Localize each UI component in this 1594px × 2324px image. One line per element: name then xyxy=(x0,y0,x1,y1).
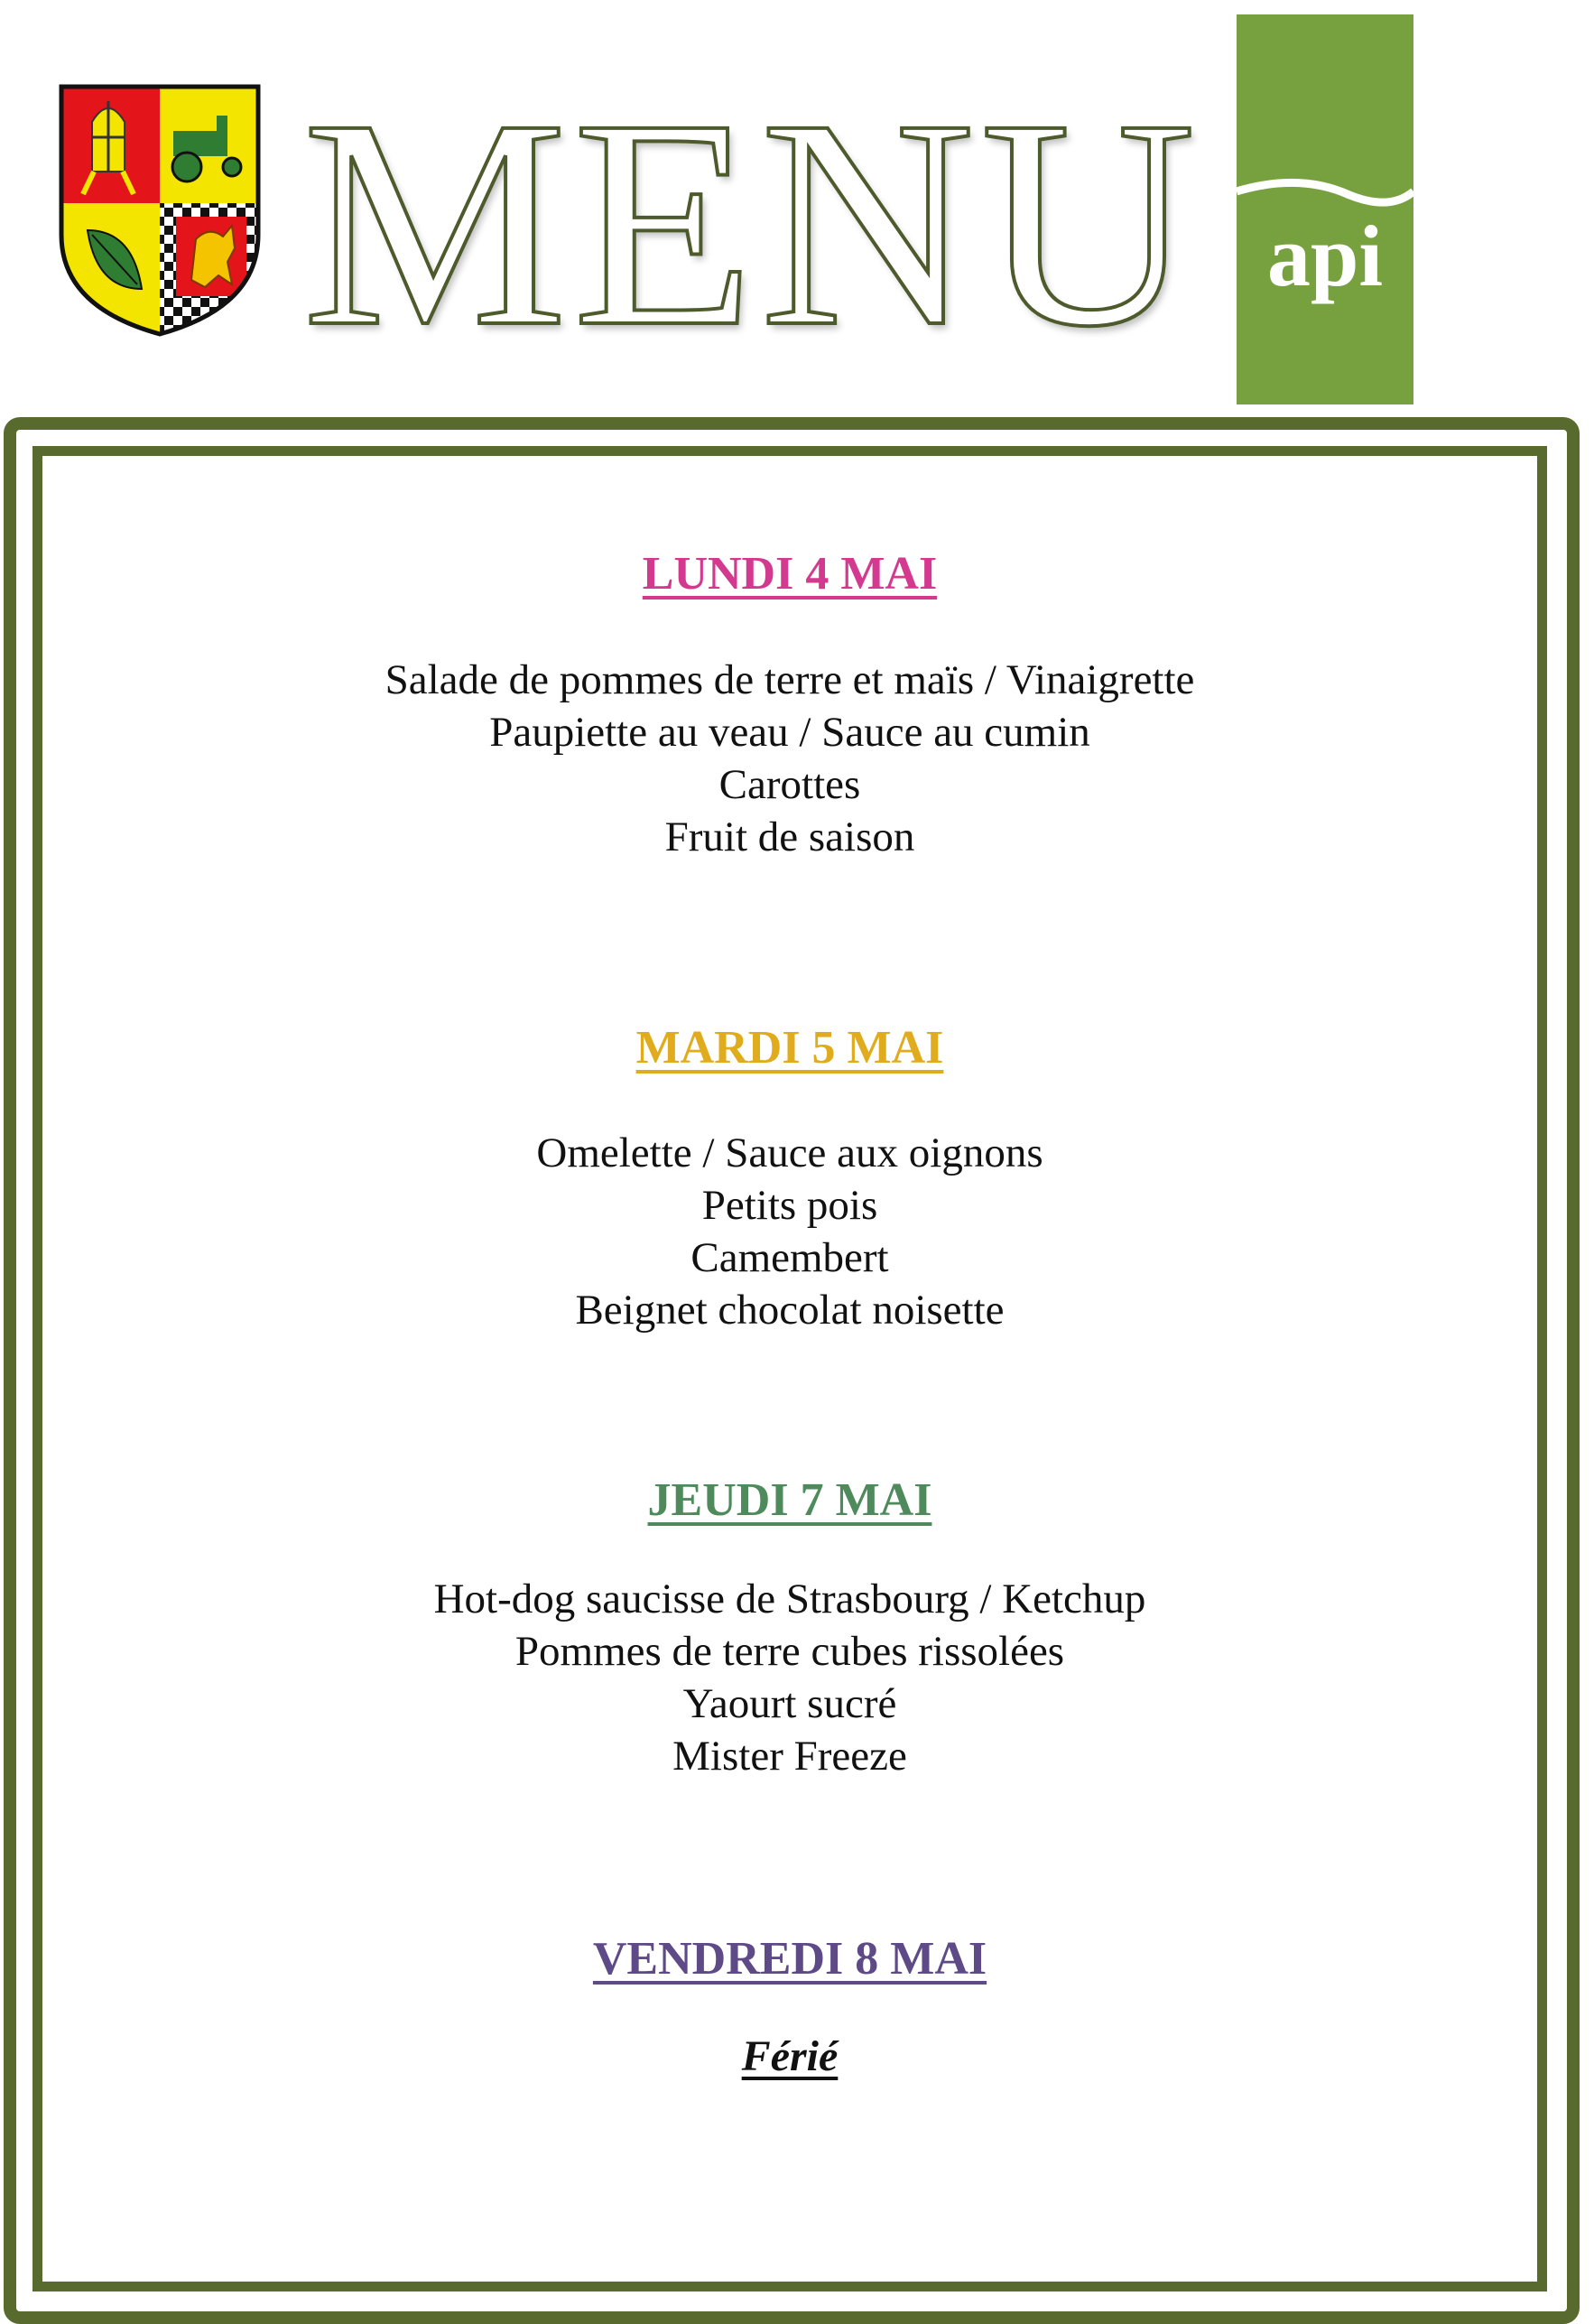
dish-item: Salade de pommes de terre et maïs / Vinaigrette xyxy=(385,656,1195,703)
api-logo-text: api xyxy=(1266,208,1384,304)
dish-list-tuesday xyxy=(32,1127,1547,1336)
api-logo-icon xyxy=(1237,14,1413,404)
dish-item: Fruit de saison xyxy=(664,813,915,860)
holiday-note: Férié xyxy=(741,2032,839,2080)
dish-item: Beignet chocolat noisette xyxy=(575,1287,1005,1334)
menu-header xyxy=(0,0,1594,415)
menu-body xyxy=(32,446,1547,2288)
dish-list-monday xyxy=(32,654,1547,863)
dish-item: Mister Freeze xyxy=(672,1733,907,1780)
day-title-tuesday: MARDI 5 MAI xyxy=(635,1022,944,1074)
menu-title: MENU xyxy=(302,59,1201,388)
coat-of-arms-icon xyxy=(56,81,264,339)
dish-item: Petits pois xyxy=(701,1182,878,1229)
dish-item: Pommes de terre cubes rissolées xyxy=(514,1628,1065,1675)
dish-item: Paupiette au veau / Sauce au cumin xyxy=(489,709,1090,756)
dish-item: Carottes xyxy=(718,761,861,808)
day-title-thursday: JEUDI 7 MAI xyxy=(647,1474,932,1526)
dish-list-thursday xyxy=(32,1573,1547,1782)
dish-item: Omelette / Sauce aux oignons xyxy=(536,1129,1043,1176)
dish-item: Hot-dog saucisse de Strasbourg / Ketchup xyxy=(433,1576,1146,1622)
day-title-friday: VENDREDI 8 MAI xyxy=(592,1933,987,1985)
dish-item: Yaourt sucré xyxy=(682,1680,897,1727)
day-title-monday: LUNDI 4 MAI xyxy=(642,548,938,600)
dish-item: Camembert xyxy=(690,1234,889,1281)
